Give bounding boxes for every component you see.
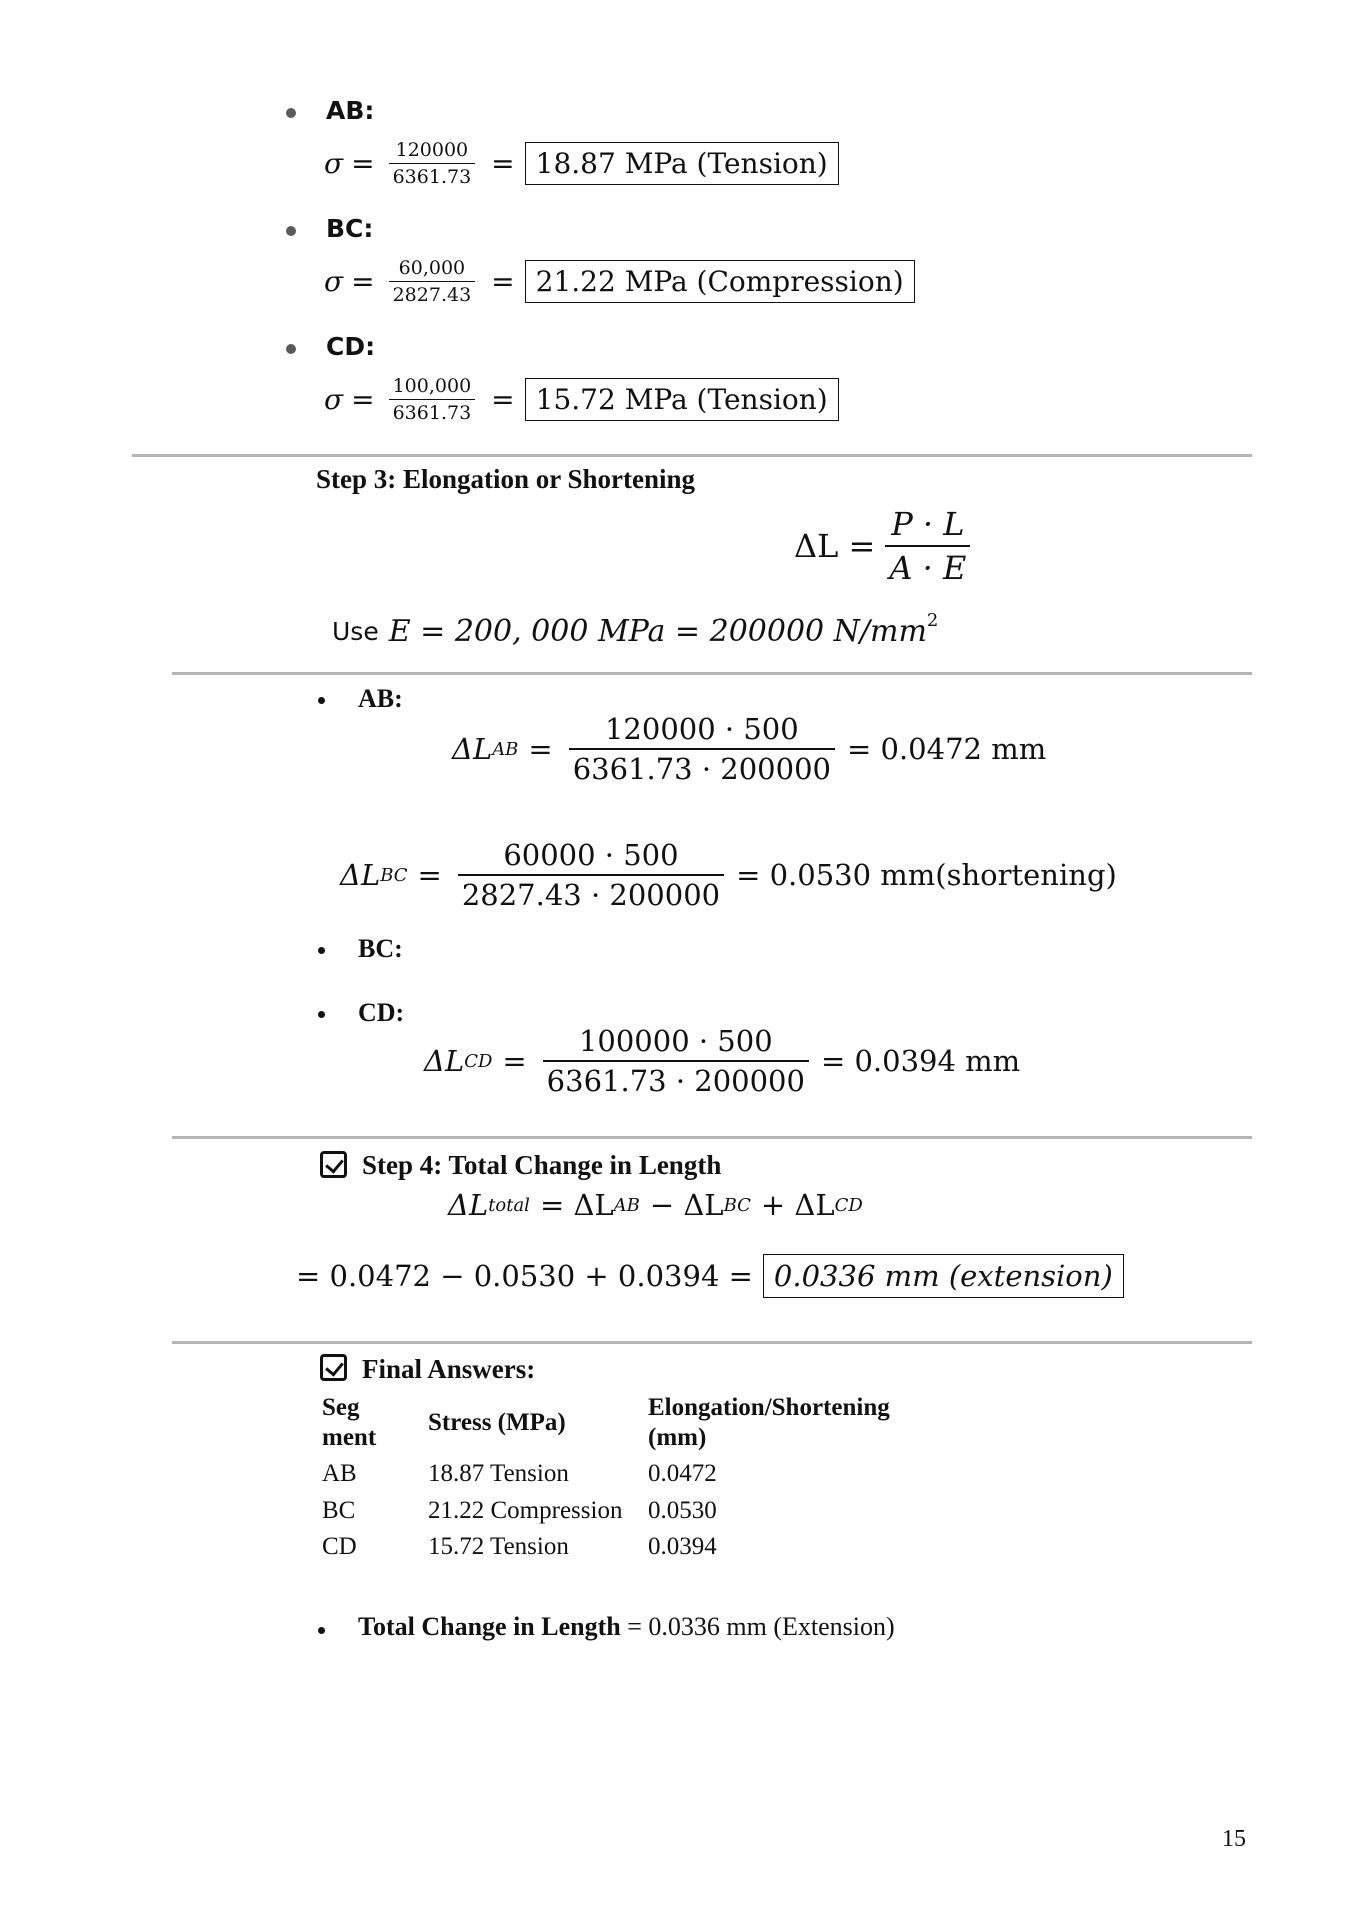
numerator: 120000 <box>395 138 469 161</box>
denominator: 6361.73 <box>389 399 476 424</box>
table-cell: 21.22 Compression <box>428 1497 623 1524</box>
checkbox-icon <box>320 1151 347 1178</box>
delta-l: ΔL <box>448 1188 489 1222</box>
subscript: CD <box>464 1050 493 1072</box>
formula-part: + ΔL <box>760 1188 835 1222</box>
fraction <box>885 505 970 587</box>
table-row <box>317 1527 943 1567</box>
denominator: 2827.43 <box>389 281 476 306</box>
calculation-expression: = 0.0472 − 0.0530 + 0.0394 = <box>296 1259 753 1293</box>
formula-lhs: ΔL = <box>794 527 876 565</box>
segment-label: AB: <box>326 96 375 125</box>
checkbox-icon <box>320 1354 347 1381</box>
numerator: P · L <box>891 505 965 543</box>
horizontal-rule <box>172 1136 1252 1139</box>
elongation-equation-cd <box>424 1024 1020 1098</box>
bullet <box>318 1011 325 1018</box>
denominator: 6361.73 <box>389 163 476 188</box>
horizontal-rule <box>172 1341 1252 1344</box>
use-prefix: Use <box>332 617 379 646</box>
subscript: total <box>488 1194 530 1216</box>
sigma-symbol: σ <box>324 264 344 298</box>
total-label: Total Change in Length <box>358 1612 621 1641</box>
fraction <box>389 375 476 424</box>
stress-equation-cd: σ = $\frac{100,000}{6361.73}$ = 15.72 MPa (Tension) <box>324 370 839 428</box>
final-heading: Final Answers: <box>362 1354 536 1384</box>
total-value: = 0.0336 mm (Extension) <box>620 1612 895 1641</box>
table-cell: 0.0530 <box>648 1496 717 1524</box>
bullet <box>318 697 325 704</box>
boxed-result: 0.0336 mm (extension) <box>763 1254 1124 1298</box>
formula-part: = ΔL <box>539 1188 614 1222</box>
bullet <box>286 226 296 236</box>
equals-sign: = <box>351 146 375 180</box>
numerator: 100000 · 500 <box>578 1024 773 1058</box>
result: = 0.0530 mm(shortening) <box>736 858 1117 892</box>
segment-label: AB: <box>358 684 403 713</box>
table-cell: 0.0472 <box>648 1460 717 1487</box>
exponent: 2 <box>926 610 939 631</box>
stress-equation-bc: σ = $\frac{60,000}{2827.43}$ = 21.22 MPa (Compression) <box>324 252 915 310</box>
table-row <box>317 1454 943 1494</box>
modulus-expression: E = 200, 000 MPa = 200000 N/mm <box>388 614 927 649</box>
bullet <box>318 1627 325 1634</box>
numerator: 120000 · 500 <box>604 712 799 746</box>
subscript: BC <box>723 1194 751 1216</box>
subscript: AB <box>613 1194 640 1216</box>
step4-heading: Step 4: Total Change in Length <box>362 1150 722 1180</box>
segment-label: CD: <box>358 998 405 1027</box>
table-row <box>317 1494 943 1527</box>
subscript: AB <box>492 738 519 760</box>
boxed-result: 21.22 MPa (Compression) <box>525 260 915 303</box>
horizontal-rule <box>132 454 1252 457</box>
denominator: A · E <box>885 545 970 587</box>
elongation-equation-bc <box>340 838 1117 912</box>
boxed-result: 18.87 MPa (Tension) <box>525 142 839 185</box>
table-cell: CD <box>322 1533 357 1560</box>
fraction <box>543 1024 809 1098</box>
column-header: Elongation/Shortening (mm) <box>648 1394 890 1451</box>
delta-l: ΔL <box>340 858 381 892</box>
final-answers-table <box>317 1392 943 1567</box>
denominator: 6361.73 · 200000 <box>569 748 835 786</box>
result: = 0.0394 mm <box>820 1044 1021 1078</box>
numerator: 100,000 <box>392 374 472 397</box>
sigma-symbol: σ <box>324 382 344 416</box>
subscript: CD <box>834 1194 863 1216</box>
delta-l: ΔL <box>424 1044 465 1078</box>
segment-label: CD: <box>326 332 376 361</box>
bullet <box>318 947 325 954</box>
table-cell: BC <box>322 1496 356 1524</box>
table-cell: AB <box>322 1460 357 1487</box>
segment-label: BC: <box>358 934 403 963</box>
result: = 0.0472 mm <box>846 732 1047 766</box>
denominator: 2827.43 · 200000 <box>458 874 724 912</box>
total-change-summary <box>358 1612 895 1642</box>
column-header: Stress (MPa) <box>428 1409 566 1436</box>
equals-sign: = <box>417 858 442 892</box>
table-cell: 18.87 Tension <box>428 1460 569 1487</box>
equals-sign: = <box>502 1044 527 1078</box>
modulus-line <box>332 610 939 649</box>
sigma-symbol: σ <box>324 146 344 180</box>
stress-equation-ab: σ = $\frac{120000}{6361.73}$ = 18.87 MPa (Tension) <box>324 134 839 192</box>
boxed-result: 15.72 MPa (Tension) <box>525 378 839 421</box>
table-cell: 15.72 Tension <box>428 1533 569 1560</box>
segment-label: BC: <box>326 214 374 243</box>
horizontal-rule <box>172 672 1252 675</box>
fraction <box>389 257 476 306</box>
subscript: BC <box>380 864 408 886</box>
table-header-row <box>317 1392 943 1454</box>
fraction <box>389 139 476 188</box>
formula-part: − ΔL <box>649 1188 724 1222</box>
delta-l: ΔL <box>452 732 493 766</box>
equals-sign: = <box>351 264 375 298</box>
equals-sign: = <box>351 382 375 416</box>
column-header: Seg ment <box>322 1394 377 1451</box>
equals-sign: = <box>528 732 553 766</box>
elongation-equation-ab <box>452 712 1046 786</box>
page-number: 15 <box>1222 1826 1246 1852</box>
fraction <box>569 712 835 786</box>
bullet <box>286 108 296 118</box>
elongation-formula <box>794 505 976 587</box>
total-formula <box>448 1188 863 1222</box>
total-calculation <box>296 1254 1124 1298</box>
step3-heading: Step 3: Elongation or Shortening <box>316 464 696 494</box>
fraction <box>458 838 724 912</box>
table-cell: 0.0394 <box>648 1533 717 1560</box>
numerator: 60,000 <box>398 256 466 279</box>
denominator: 6361.73 · 200000 <box>543 1060 809 1098</box>
bullet <box>286 344 296 354</box>
numerator: 60000 · 500 <box>503 838 679 872</box>
